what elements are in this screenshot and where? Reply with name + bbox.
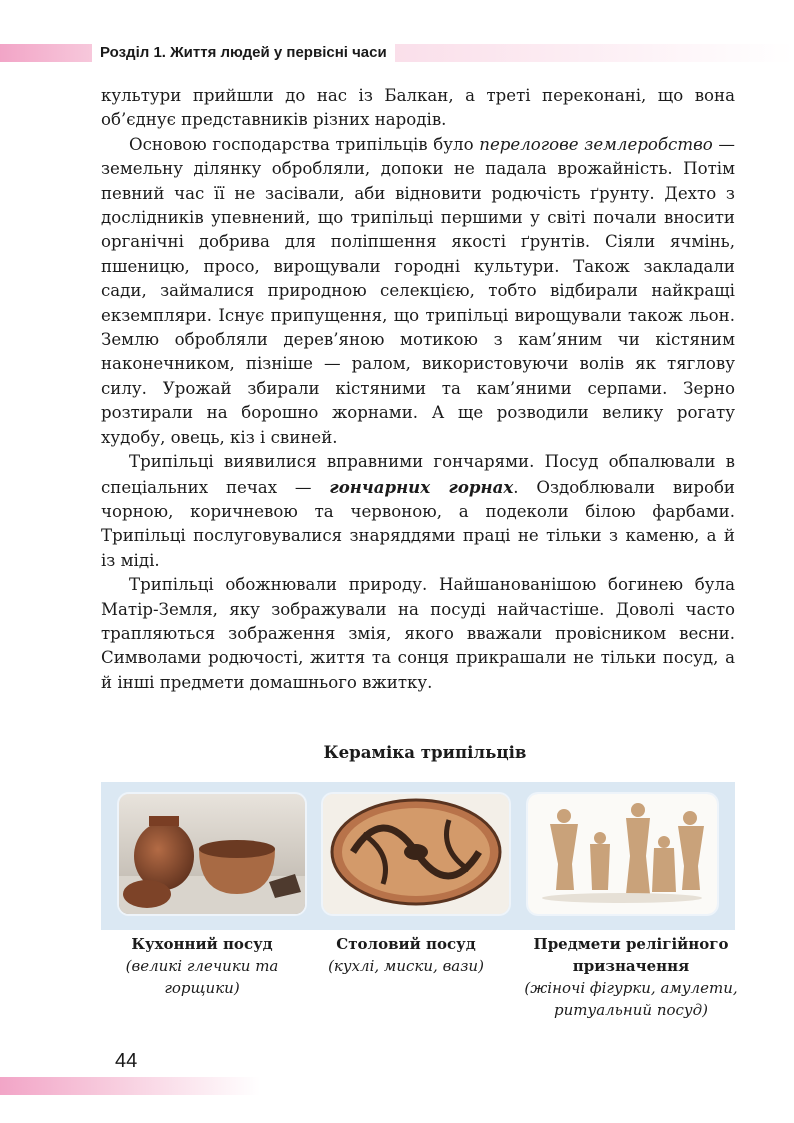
paragraph-4: Трипільці обожнювали природу. Найшанованішою богинею була Матір-Земля, яку зображували на посуді найчастіше. Доволі часто трапляються зображення змія, якого вважали провісником весни. Символами родючості, життя та сонця прикрашали не тільки посуд, а й інші предмети домашнього вжитку. bbox=[101, 575, 735, 692]
caption-tableware-subtitle: (кухлі, миски, вази) bbox=[328, 957, 484, 975]
caption-religious bbox=[518, 933, 744, 1021]
figure-heading: Кераміка трипільців bbox=[323, 742, 527, 762]
chapter-title: Розділ 1. Життя людей у первісні часи bbox=[92, 43, 395, 63]
paragraph-2 bbox=[101, 133, 735, 450]
paragraph-2-lead: Основою господарства трипільців було bbox=[129, 134, 480, 154]
page-number: 44 bbox=[115, 1050, 138, 1072]
paragraph-3-rest: . Оздоблювали вироби чорною, коричневою та червоною, а подеколи білою фарбами. Трипільці послуговувалися знаряддями праці не тільки з каменю, а й із міді. bbox=[101, 477, 735, 570]
body-text bbox=[101, 84, 735, 695]
caption-tableware-title: Столовий посуд bbox=[336, 935, 476, 953]
paragraph-3 bbox=[101, 450, 735, 573]
caption-religious-subtitle: (жіночі фігурки, амулети, ритуальний посуд) bbox=[524, 979, 738, 1019]
term-pottery-kilns: гончарних горнах bbox=[329, 476, 514, 497]
caption-kitchen-title: Кухонний посуд bbox=[131, 935, 273, 953]
term-perelog-farming: перелогове землеробство bbox=[479, 134, 713, 154]
caption-religious-title: Предмети релігійного призначення bbox=[533, 935, 729, 975]
footer-band bbox=[0, 1077, 260, 1095]
paragraph-2-rest: — земельну ділянку обробляли, допоки не падала врожайність. Потім певний час її не засівали, аби відновити родючість ґрунту. Дехто з дослідників упевнений, що трипільці першими у світі почали вносити органічні добрива для поліпшення якості ґрунтів. Сіяли ячмінь, пшеницю, просо, вирощували городні культури. Також закладали сади, займалися природною селекцією, тобто відбирали найкращі екземпляри. Існує припущення, що трипільці вирощували також льон. Землю обробляли дерев’яною мотикою з кам’яним чи кістяним наконечником, пізніше — ралом, використовуючи волів як тяглову силу. Урожай збирали кістяними та кам’яними серпами. Зерно розтирали на борошно жорнами. А ще розводили велику рогату худобу, овець, кіз і свиней. bbox=[101, 134, 735, 447]
paragraph-3-lead: Трипільці виявилися вправними гончарями. Посуд обпалювали в спеціальних печах — bbox=[101, 452, 735, 497]
caption-kitchen-subtitle: (великі глечики та горщики) bbox=[125, 957, 279, 997]
paragraph-1: культури прийшли до нас із Балкан, а треті переконані, що вона об’єднує представників різних народів. bbox=[101, 86, 735, 130]
ceramics-gallery bbox=[101, 782, 735, 930]
caption-tableware bbox=[314, 933, 498, 977]
photo-religious-figurines bbox=[528, 794, 717, 914]
caption-kitchen bbox=[110, 933, 294, 999]
photo-tableware-bowl bbox=[323, 794, 509, 914]
photo-kitchen-pottery bbox=[119, 794, 305, 914]
